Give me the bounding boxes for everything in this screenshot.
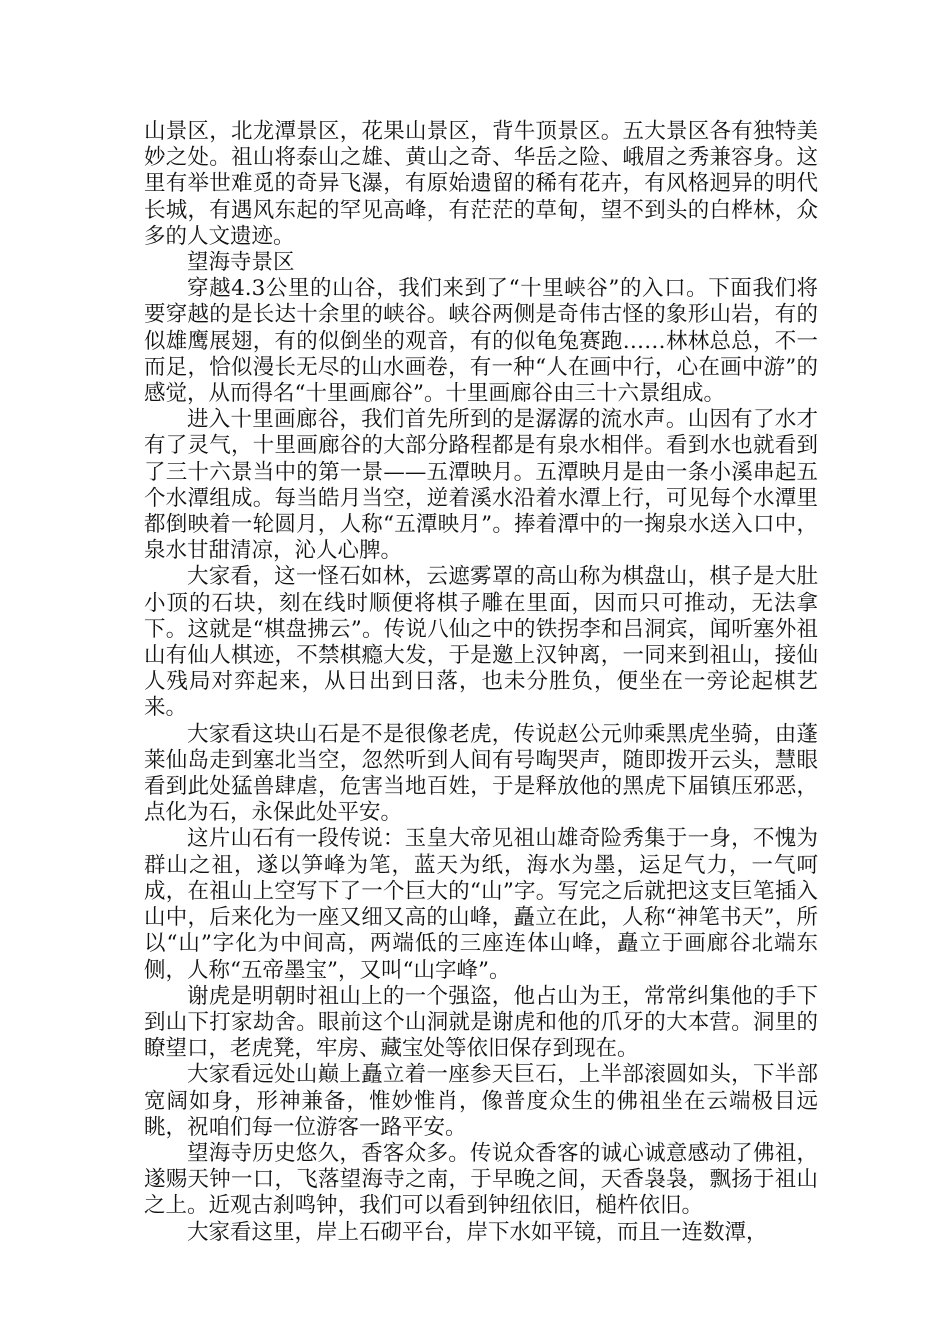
section-heading: 望海寺景区 [187, 250, 295, 276]
paragraph: 大家看，这一怪石如林，云遮雾罩的高山称为棋盘山，棋子是大肚小顶的石块，刻在线时顺便将棋子雕在里面，因而只可推动，无法拿下。这就是“棋盘拂云”。传说八仙之中的铁拐李和吕洞宾，闻听塞外祖山有仙人棋迹，不禁棋瘾大发，于是邀上汉钟离，一同来到祖山，接仙人残局对弈起来，从日出到日落，也未分胜负，便坐在一旁论起棋艺来。 [144, 564, 818, 721]
paragraph: 穿越4.3公里的山谷，我们来到了“十里峡谷”的入口。下面我们将要穿越的是长达十余里的峡谷。峡谷两侧是奇伟古怪的象形山岩，有的似雄鹰展翅，有的似倒坐的观音，有的似龟兔赛跑……林林总总，不一而足，恰似漫长无尽的山水画卷，有一种“人在画中行，心在画中游”的感觉，从而得名“十里画廊谷”。十里画廊谷由三十六景组成。 [144, 276, 818, 407]
paragraph: 谢虎是明朝时祖山上的一个强盗，他占山为王，常常纠集他的手下到山下打家劫舍。眼前这个山洞就是谢虎和他的爪牙的大本营。洞里的瞭望口，老虎凳，牢房、藏宝处等依旧保存到现在。 [144, 983, 818, 1062]
paragraph: 大家看这块山石是不是很像老虎，传说赵公元帅乘黑虎坐骑，由蓬莱仙岛走到塞北当空，忽然听到人间有号啕哭声，随即拨开云头，慧眼看到此处猛兽肆虐，危害当地百姓，于是释放他的黑虎下届镇压邪恶，点化为石，永保此处平安。 [144, 721, 818, 826]
paragraph: 这片山石有一段传说：玉皇大帝见祖山雄奇险秀集于一身，不愧为群山之祖，遂以笋峰为笔，蓝天为纸，海水为墨，运足气力，一气呵成，在祖山上空写下了一个巨大的“山”字。写完之后就把这支巨笔插入山中，后来化为一座又细又高的山峰，矗立在此，人称“神笔书天”，所以“山”字化为中间高，两端低的三座连体山峰，矗立于画廊谷北端东侧，人称“五帝墨宝”，又叫“山字峰”。 [144, 826, 818, 983]
paragraph: 山景区，北龙潭景区，花果山景区，背牛顶景区。五大景区各有独特美妙之处。祖山将泰山之雄、黄山之奇、华岳之险、峨眉之秀兼容身。这里有举世难觅的奇异飞瀑，有原始遗留的稀有花卉，有风格迥异的明代长城，有遇风东起的罕见高峰，有茫茫的草甸，望不到头的白桦林，众多的人文遗迹。 [144, 119, 818, 249]
document-page [144, 119, 818, 1246]
paragraph: 进入十里画廊谷，我们首先所到的是潺潺的流水声。山因有了水才有了灵气，十里画廊谷的大部分路程都是有泉水相伴。看到水也就看到了三十六景当中的第一景——五潭映月。五潭映月是由一条小溪串起五个水潭组成。每当皓月当空，逆着溪水沿着水潭上行，可见每个水潭里都倒映着一轮圆月，人称“五潭映月”。捧着潭中的一掬泉水送入口中，泉水甘甜清凉，沁人心脾。 [144, 407, 818, 564]
paragraph: 大家看这里，岸上石砌平台，岸下水如平镜，而且一连数潭， [187, 1219, 768, 1245]
paragraph: 大家看远处山巅上矗立着一座参天巨石，上半部滚圆如头，下半部宽阔如身，形神兼备，惟妙惟肖，像普度众生的佛祖坐在云端极目远眺，祝咱们每一位游客一路平安。 [144, 1062, 818, 1140]
paragraph: 望海寺历史悠久，香客众多。传说众香客的诚心诚意感动了佛祖，遂赐天钟一口，飞落望海寺之南，于早晚之间，天香袅袅，飘扬于祖山之上。近观古刹鸣钟，我们可以看到钟纽依旧，槌杵依旧。 [144, 1140, 818, 1219]
